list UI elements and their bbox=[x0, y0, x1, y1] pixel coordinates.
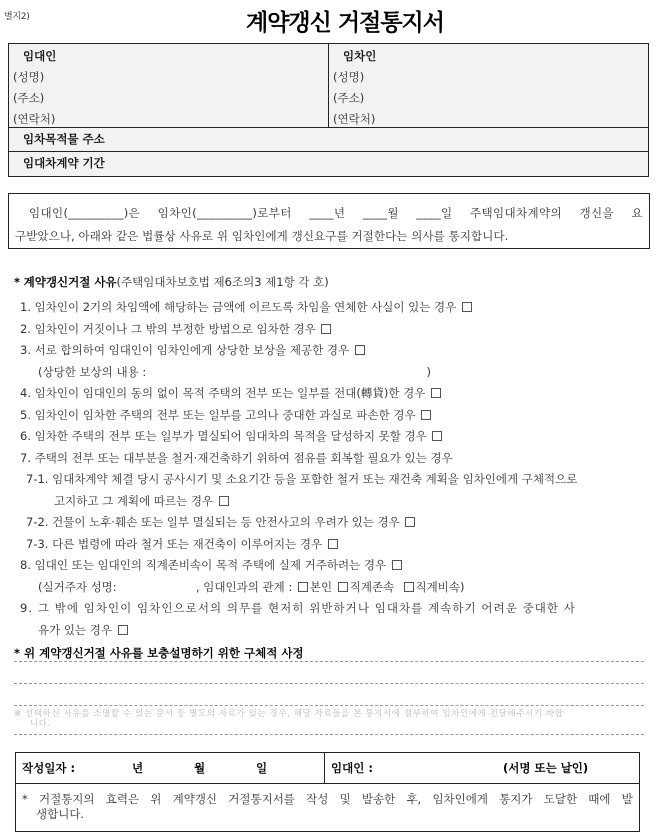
note-word: 효력은 bbox=[105, 792, 140, 806]
reason-item-6 bbox=[20, 426, 646, 448]
intro-line-2: 구받았으나, 아래와 같은 법률상 사유로 위 임차인에게 갱신요구를 거절한다는 의사를 통지합니다. bbox=[15, 229, 509, 243]
landlord-section bbox=[9, 44, 328, 127]
contract-period-field[interactable]: 임대차계약 기간 bbox=[23, 156, 105, 170]
checkbox-reason-6[interactable] bbox=[432, 431, 442, 441]
reason-number: 1. bbox=[20, 300, 31, 314]
reason-item-2 bbox=[20, 319, 646, 341]
reason-text: 임차한 주택의 전부 또는 일부가 멸실되어 임대차의 목적을 달성하지 못할 경우 bbox=[34, 429, 427, 443]
reason-item-7-2 bbox=[20, 512, 646, 534]
reason-number: 9. bbox=[20, 601, 34, 615]
checkbox-reason-1[interactable] bbox=[462, 302, 472, 312]
tenant-address-field[interactable]: (주소) bbox=[333, 91, 365, 105]
note-word: 위 bbox=[150, 792, 162, 806]
property-address-field[interactable]: 임차목적물 주소 bbox=[9, 128, 648, 152]
parties-row bbox=[9, 44, 648, 128]
reason-item-7-1-continuation bbox=[20, 491, 646, 513]
reason-text: 임차인이 거짓이나 그 밖의 부정한 방법으로 임차한 경우 bbox=[34, 321, 316, 336]
note-word: 계약갱신 bbox=[172, 792, 218, 806]
reasons-heading-title: 계약갱신거절 사유 bbox=[23, 275, 117, 289]
star-bullet-icon: * bbox=[14, 275, 21, 289]
tenant-name-field[interactable]: (성명) bbox=[333, 70, 365, 84]
note-word: 때에 bbox=[588, 792, 611, 806]
effect-note-line-1 bbox=[22, 792, 633, 807]
reason-number: 7-2. bbox=[26, 515, 49, 529]
signature-row bbox=[16, 753, 639, 784]
landlord-name-field[interactable]: (성명) bbox=[13, 70, 45, 84]
checkbox-relation-ascendant[interactable] bbox=[338, 582, 348, 592]
supplement-heading: * 위 계약갱신거절 사유를 보충설명하기 위한 구체적 사정 bbox=[14, 646, 304, 660]
compensation-detail-field[interactable] bbox=[20, 362, 646, 384]
tenant-heading: 임차인 bbox=[343, 49, 377, 63]
reason-item-7-1 bbox=[20, 469, 646, 491]
intro-word: 요 bbox=[631, 206, 643, 220]
relation-option-descendant: 직계비속 bbox=[415, 579, 460, 594]
supplement-note-line-1: ※ 선택하신 사유를 소명할 수 있는 문서 등 별도의 자료가 있는 경우, 해당 자료들을 본 통지서에 첨부하여 임차인에게 전달해주시기 바랍 bbox=[14, 709, 564, 719]
supplement-line-1[interactable] bbox=[14, 661, 644, 662]
reason-item-4 bbox=[20, 383, 646, 405]
parties-table bbox=[8, 43, 649, 177]
reason-text: 임차인이 임차한 주택의 전부 또는 일부를 고의나 중대한 과실로 파손한 경우 bbox=[34, 407, 416, 422]
landlord-contact-field[interactable]: (연락처) bbox=[13, 112, 56, 126]
reason-number: 7-3. bbox=[26, 536, 49, 551]
intro-word: 임대인(_________)은 bbox=[29, 206, 141, 220]
reason-text: 임대인 또는 임대인의 직계존비속이 목적 주택에 실제 거주하려는 경우 bbox=[34, 558, 387, 572]
note-word: * bbox=[22, 792, 28, 806]
reason-number: 8. bbox=[20, 558, 31, 572]
note-word: 거절통지의 bbox=[38, 792, 95, 806]
checkbox-reason-2[interactable] bbox=[321, 324, 331, 334]
resident-detail-row bbox=[20, 577, 646, 599]
landlord-heading: 임대인 bbox=[23, 49, 57, 63]
landlord-address-field[interactable]: (주소) bbox=[13, 91, 45, 105]
reason-item-1 bbox=[20, 297, 646, 319]
checkbox-reason-5[interactable] bbox=[421, 410, 431, 420]
compensation-close: ) bbox=[426, 364, 432, 379]
reason-item-5 bbox=[20, 405, 646, 427]
relation-label: , 임대인과의 관계 : bbox=[195, 579, 293, 594]
note-word: 작성 bbox=[306, 792, 329, 806]
checkbox-reason-7-1[interactable] bbox=[219, 496, 229, 506]
checkbox-relation-self[interactable] bbox=[298, 582, 308, 592]
day-label: 일 bbox=[256, 761, 268, 775]
checkbox-reason-9[interactable] bbox=[118, 625, 128, 635]
reason-text: 주택의 전부 또는 대부분을 철거·재건축하기 위하여 점유를 회복할 필요가 있는 경우 bbox=[34, 450, 453, 465]
intro-word: 임차인(_________)로부터 bbox=[157, 206, 292, 220]
note-word: 거절통지서를 bbox=[228, 792, 295, 806]
signature-box bbox=[15, 752, 640, 832]
reason-item-7-3 bbox=[20, 534, 646, 556]
resident-close: ) bbox=[459, 579, 465, 594]
reason-number: 6. bbox=[20, 429, 31, 443]
resident-name-label: (실거주자 성명: bbox=[38, 579, 117, 594]
intro-word: ____년 bbox=[309, 206, 346, 220]
reasons-list bbox=[20, 297, 646, 641]
reason-number: 2. bbox=[20, 321, 31, 336]
supplement-line-2[interactable] bbox=[14, 683, 644, 684]
intro-word: 주택임대차계약의 bbox=[469, 206, 563, 220]
checkbox-relation-descendant[interactable] bbox=[404, 582, 414, 592]
tenant-contact-field[interactable]: (연락처) bbox=[333, 112, 376, 126]
reasons-heading-note: (주택임대차보호법 제6조의3 제1항 각 호) bbox=[116, 275, 329, 289]
reason-text: 임차인이 2기의 차임액에 해당하는 금액에 이르도록 차임을 연체한 사실이 있는 경우 bbox=[34, 300, 457, 314]
reasons-heading bbox=[14, 274, 329, 290]
note-word: 통지가 bbox=[499, 792, 533, 806]
checkbox-reason-7-2[interactable] bbox=[405, 517, 415, 527]
reason-text: 다른 법령에 따라 철거 또는 재건축이 이루어지는 경우 bbox=[52, 536, 323, 551]
reason-number: 7. bbox=[20, 450, 31, 465]
note-word: 발 bbox=[621, 792, 633, 806]
supplement-line-3[interactable] bbox=[14, 705, 644, 706]
reason-text: 고지하고 그 계획에 따르는 경우 bbox=[54, 493, 214, 508]
date-field[interactable] bbox=[16, 753, 324, 783]
reason-number: 7-1. bbox=[26, 472, 49, 486]
reason-text: 건물이 노후·훼손 또는 일부 멸실되는 등 안전사고의 우려가 있는 경우 bbox=[52, 515, 400, 529]
effect-note bbox=[22, 792, 633, 822]
tenant-section bbox=[328, 44, 648, 127]
relation-option-self: 본인 bbox=[309, 579, 333, 594]
supplement-note-line-2: 니다. bbox=[30, 719, 51, 729]
intro-paragraph bbox=[8, 193, 650, 249]
reason-text: 그 밖에 임차인이 임차인으로서의 의무를 현저히 위반하거나 임대차를 계속하기 어려운 중대한 사 bbox=[37, 601, 576, 615]
reason-text: 서로 합의하여 임대인이 임차인에게 상당한 보상을 제공한 경우 bbox=[34, 343, 350, 357]
annex-label: 별지2) bbox=[4, 12, 30, 22]
reason-item-9 bbox=[20, 598, 646, 620]
intro-word: ____일 bbox=[416, 206, 453, 220]
reason-text: 유가 있는 경우 bbox=[38, 622, 112, 637]
note-word: 임차인에게 bbox=[432, 792, 488, 806]
reason-item-3 bbox=[20, 340, 646, 362]
reason-item-9-continuation bbox=[20, 620, 646, 642]
checkbox-reason-8[interactable] bbox=[392, 560, 402, 570]
note-word: 및 bbox=[339, 792, 351, 806]
document-title: 계약갱신 거절통지서 bbox=[246, 10, 444, 36]
checkbox-reason-4[interactable] bbox=[431, 388, 441, 398]
sign-hint: (서명 또는 날인) bbox=[503, 761, 589, 775]
compensation-label: (상당한 보상의 내용 : bbox=[38, 364, 147, 379]
month-label: 월 bbox=[194, 761, 206, 775]
landlord-signature-field[interactable] bbox=[324, 753, 639, 783]
supplement-note bbox=[14, 709, 644, 729]
checkbox-reason-3[interactable] bbox=[355, 345, 365, 355]
relation-option-ascendant: 직계존속 bbox=[349, 579, 395, 594]
effect-note-line-2: 생합니다. bbox=[36, 807, 85, 821]
note-word: 발송한 bbox=[361, 792, 396, 806]
intro-word: 갱신을 bbox=[579, 206, 615, 220]
intro-word: ____월 bbox=[362, 206, 399, 220]
reason-number: 3. bbox=[20, 343, 31, 357]
year-label: 년 bbox=[132, 761, 144, 775]
date-label: 작성일자 : bbox=[22, 761, 76, 775]
note-word: 후, bbox=[406, 792, 422, 806]
reason-item-7 bbox=[20, 448, 646, 470]
reason-text: 임대차계약 체결 당시 공사시기 및 소요기간 등을 포함한 철거 또는 재건축 계획을 임차인에게 구체적으로 bbox=[52, 472, 578, 486]
supplement-line-4 bbox=[14, 734, 644, 735]
reason-text: 임차인이 임대인의 동의 없이 목적 주택의 전부 또는 일부를 전대(轉貸)한 경우 bbox=[34, 386, 426, 400]
reason-item-8 bbox=[20, 555, 646, 577]
reason-number: 5. bbox=[20, 407, 31, 422]
checkbox-reason-7-3[interactable] bbox=[328, 539, 338, 549]
note-word: 도달한 bbox=[543, 792, 578, 806]
intro-line-1 bbox=[15, 202, 643, 225]
reason-number: 4. bbox=[20, 386, 31, 400]
landlord-sign-label: 임대인 : bbox=[331, 761, 373, 775]
